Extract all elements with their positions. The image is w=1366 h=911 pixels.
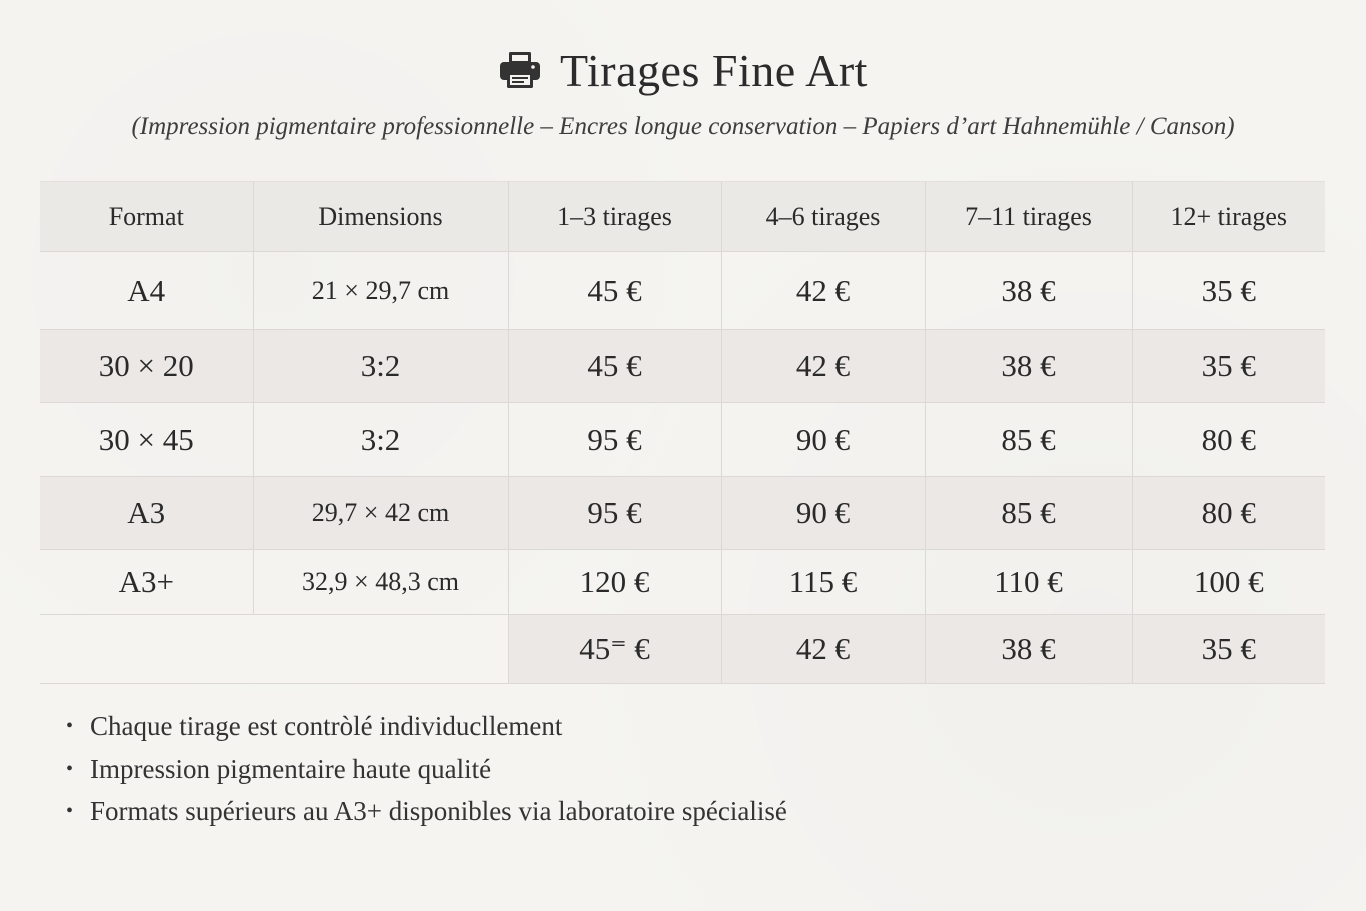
note-text: Formats supérieurs au A3+ disponibles via laboratoire spécialisé: [90, 796, 787, 827]
price-cell: 120 €: [508, 550, 721, 615]
bullet-icon: •: [66, 757, 74, 780]
column-header-tier-1: 1–3 tirages: [508, 182, 721, 252]
format-cell: A3+: [40, 550, 253, 615]
dimensions-cell: 3:2: [253, 403, 508, 477]
bullet-icon: •: [66, 800, 74, 823]
price-cell: 45 €: [508, 330, 721, 403]
printer-icon: [498, 50, 542, 90]
price-cell: 38 €: [925, 615, 1132, 684]
price-cell: 85 €: [925, 477, 1132, 550]
price-cell: 38 €: [925, 252, 1132, 330]
price-cell: 95 €: [508, 477, 721, 550]
page-title: Tirages Fine Art: [560, 44, 868, 96]
price-cell: 38 €: [925, 330, 1132, 403]
price-cell: 90 €: [721, 403, 925, 477]
bullet-icon: •: [66, 715, 74, 738]
price-table: [40, 181, 1325, 684]
notes-list: [66, 705, 787, 833]
note-text: Impression pigmentaire haute qualité: [90, 753, 492, 784]
price-cell: 42 €: [721, 615, 925, 684]
page-header: [0, 40, 1366, 100]
dimensions-cell: 3:2: [253, 330, 508, 403]
price-cell: 80 €: [1132, 477, 1325, 550]
price-cell: 95 €: [508, 403, 721, 477]
price-cell: 35 €: [1132, 330, 1325, 403]
format-cell: 30 × 45: [40, 403, 253, 477]
price-cell: 85 €: [925, 403, 1132, 477]
dimensions-cell: 21 × 29,7 cm: [253, 252, 508, 330]
table-row: [40, 330, 1325, 403]
table-row: [40, 403, 1325, 477]
column-header-tier-3: 7–11 tirages: [925, 182, 1132, 252]
table-row: [40, 252, 1325, 330]
price-cell: 35 €: [1132, 615, 1325, 684]
price-cell: 100 €: [1132, 550, 1325, 615]
table-row: [40, 550, 1325, 615]
price-cell: 45⁼ €: [508, 615, 721, 684]
price-cell: 80 €: [1132, 403, 1325, 477]
price-cell: 45 €: [508, 252, 721, 330]
column-header-format: Format: [40, 182, 253, 252]
price-cell: 42 €: [721, 252, 925, 330]
column-header-dimensions: Dimensions: [253, 182, 508, 252]
table-header-row: [40, 182, 1325, 252]
column-header-tier-2: 4–6 tirages: [721, 182, 925, 252]
price-cell: 35 €: [1132, 252, 1325, 330]
format-cell: A4: [40, 252, 253, 330]
price-cell: 115 €: [721, 550, 925, 615]
price-cell: 110 €: [925, 550, 1132, 615]
dimensions-cell: 32,9 × 48,3 cm: [253, 550, 508, 615]
price-cell: 90 €: [721, 477, 925, 550]
table-footer-row: [40, 615, 1325, 684]
list-item: [66, 705, 787, 748]
page-subtitle: (Impression pigmentaire professionnelle – Encres longue conservation – Papiers d’art Hahnemühle / Canson): [131, 113, 1235, 140]
note-text: Chaque tirage est contròlé individucllement: [90, 711, 563, 742]
list-item: [66, 790, 787, 833]
format-cell: A3: [40, 477, 253, 550]
price-cell: 42 €: [721, 330, 925, 403]
format-cell: 30 × 20: [40, 330, 253, 403]
column-header-tier-4: 12+ tirages: [1132, 182, 1325, 252]
empty-cell: [40, 615, 508, 684]
list-item: [66, 748, 787, 791]
dimensions-cell: 29,7 × 42 cm: [253, 477, 508, 550]
table-row: [40, 477, 1325, 550]
